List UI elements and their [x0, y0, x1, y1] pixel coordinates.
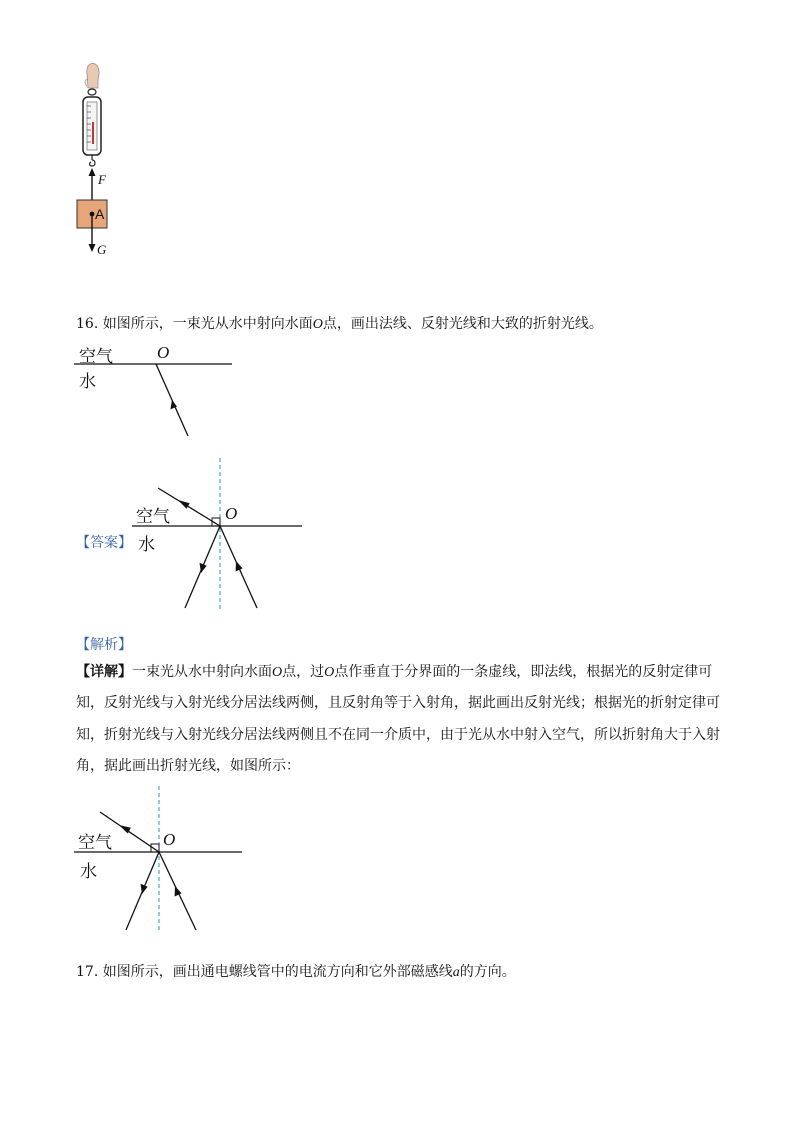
question-17-number: 17.	[76, 964, 99, 980]
force-f-label: F	[98, 172, 106, 187]
analysis-line-1	[76, 662, 712, 683]
analysis-figure	[70, 784, 250, 934]
question-16-text: 如图所示，一束光从水中射向水面	[102, 316, 313, 332]
q16-air-label: 空气	[79, 347, 113, 367]
analysis-line-3: 知，折射光线与入射光线分居法线两侧且不在同一介质中，由于光从水中射入空气，所以折射角大于入射	[76, 727, 720, 743]
answer-point-label: O	[225, 504, 238, 523]
analysis-air-label: 空气	[78, 833, 112, 853]
force-g-label: G	[97, 242, 107, 257]
q16-point-label: O	[157, 343, 170, 362]
answer-tag: 【答案】	[76, 535, 132, 551]
answer-air-label: 空气	[136, 507, 170, 527]
analysis-line-2: 知，反射光线与入射光线分居法线两侧，且反射角等于入射角，据此画出反射光线；根据光的折射定律可	[76, 695, 720, 711]
question-17	[76, 962, 516, 983]
analysis-line-4: 角，据此画出折射光线，如图所示：	[76, 758, 300, 774]
question-17-text-after: 的方向。	[459, 964, 516, 980]
incident-arrow-icon	[236, 561, 243, 572]
question-17-var: a	[452, 965, 460, 980]
question-17-text: 如图所示，画出通电螺线管中的电流方向和它外部磁感线	[102, 964, 453, 980]
detail-tag: 【详解】	[76, 664, 132, 680]
analysis-water-label: 水	[80, 862, 97, 882]
refracted-arrow-icon	[178, 500, 190, 509]
question-16	[76, 314, 603, 335]
analysis-line-1-b: 点，过	[282, 664, 325, 680]
block-a-label: A	[95, 206, 105, 222]
question-16-point: O	[312, 317, 323, 332]
analysis-line-1-a: 一束光从水中射向水面	[132, 664, 272, 680]
analysis-line-1-c: 点作垂直于分界面的一条虚线，即法线，根据光的反射定律可	[334, 664, 713, 680]
analysis-point-label: O	[163, 830, 176, 849]
spring-scale-figure	[70, 62, 130, 262]
incident-arrow-icon	[175, 886, 182, 897]
scale-indicator	[92, 122, 94, 144]
analysis-line-1-o1: O	[272, 665, 283, 680]
answer-figure	[130, 456, 310, 616]
analysis-tag: 【解析】	[76, 637, 132, 653]
q16-water-label: 水	[79, 372, 96, 392]
analysis-line-1-o2: O	[324, 665, 335, 680]
hand-icon	[85, 63, 99, 88]
answer-water-label: 水	[138, 535, 155, 555]
question-16-text-after: 点，画出法线、反射光线和大致的折射光线。	[322, 316, 603, 332]
question-16-number: 16.	[76, 316, 99, 332]
